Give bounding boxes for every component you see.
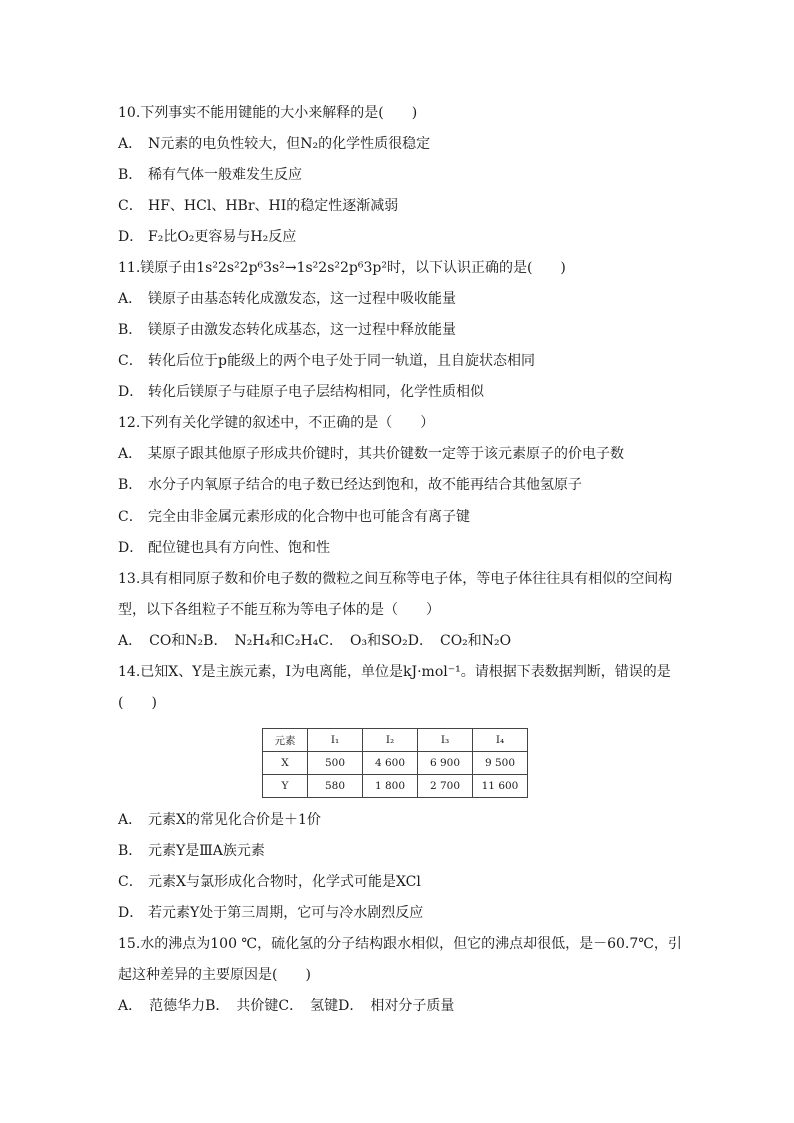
option-text: 转化后镁原子与硅原子电子层结构相同，化学性质相似 [148, 384, 484, 400]
question-14-option-d [118, 903, 423, 923]
table-cell: 9 500 [473, 752, 528, 775]
option-label: B． [118, 167, 143, 183]
question-11-option-c [118, 351, 535, 371]
option-text: F₂比O₂更容易与H₂反应 [148, 229, 297, 245]
table-row [263, 752, 528, 775]
table-cell: 500 [308, 752, 363, 775]
question-11-option-b [118, 320, 456, 340]
question-12-option-d [118, 538, 330, 558]
question-15-stem-line-2: 起这种差异的主要原因是( ) [118, 967, 311, 983]
question-14-option-b [118, 841, 265, 861]
question-10-option-c [118, 196, 398, 216]
option-label: D． [118, 540, 144, 556]
table-cell: X [263, 752, 308, 775]
option-text: 若元素Y处于第三周期，它可与冷水剧烈反应 [148, 905, 424, 921]
table-header-cell: 元素 [263, 729, 308, 752]
question-15-stem-line-1: 15.水的沸点为100 ℃，硫化氢的分子结构跟水相似，但它的沸点却很低，是－60.7℃，引 [118, 936, 682, 952]
table-cell: Y [263, 775, 308, 798]
table-header-cell: I₄ [473, 729, 528, 752]
option-label: A． [118, 446, 143, 462]
option-text: 稀有气体一般难发生反应 [148, 167, 302, 183]
option-label: A． [118, 136, 143, 152]
option-text: HF、HCl、HBr、HI的稳定性逐渐减弱 [148, 198, 399, 214]
table-cell: 6 900 [418, 752, 473, 775]
question-13-options: A． CO和N₂B． N₂H₄和C₂H₄C． O₃和SO₂D． CO₂和N₂O [118, 633, 512, 649]
table-header-cell: I₃ [418, 729, 473, 752]
table-row [263, 775, 528, 798]
table-header-cell: I₁ [308, 729, 363, 752]
option-text: 镁原子由激发态转化成基态，这一过程中释放能量 [148, 322, 456, 338]
option-label: C． [118, 874, 143, 890]
option-label: A． [118, 812, 143, 828]
option-label: A． [118, 291, 143, 307]
table-header-cell: I₂ [363, 729, 418, 752]
table-cell: 11 600 [473, 775, 528, 798]
question-15-options: A． 范德华力B． 共价键C． 氢键D． 相对分子质量 [118, 998, 455, 1014]
table-header-row [263, 729, 528, 752]
option-label: B． [118, 843, 143, 859]
option-text: 完全由非金属元素形成的化合物中也可能含有离子键 [148, 509, 470, 525]
option-text: 镁原子由基态转化成激发态，这一过程中吸收能量 [148, 291, 456, 307]
option-text: 配位键也具有方向性、饱和性 [148, 540, 330, 556]
question-10-option-d [118, 227, 296, 247]
question-10-stem: 10.下列事实不能用键能的大小来解释的是( ) [118, 105, 418, 121]
option-label: C． [118, 353, 143, 369]
question-14-stem-line-2: ( ) [118, 695, 157, 711]
table-cell: 4 600 [363, 752, 418, 775]
question-14-stem-line-1: 14.已知X、Y是主族元素，I为电离能，单位是kJ·mol⁻¹。请根据下表数据判断，错误的是 [118, 664, 671, 680]
option-label: D． [118, 905, 144, 921]
option-label: B． [118, 322, 143, 338]
table-cell: 580 [308, 775, 363, 798]
option-text: 水分子内氧原子结合的电子数已经达到饱和，故不能再结合其他氢原子 [148, 477, 582, 493]
option-text: N元素的电负性较大，但N₂的化学性质很稳定 [148, 136, 431, 152]
option-label: D． [118, 229, 144, 245]
option-text: 转化后位于p能级上的两个电子处于同一轨道，且自旋状态相同 [148, 353, 535, 369]
table-cell: 1 800 [363, 775, 418, 798]
option-text: 元素X与氯形成化合物时，化学式可能是XCl [148, 874, 421, 890]
question-13-stem-line-2: 型，以下各组粒子不能互称为等电子体的是（ ） [118, 602, 440, 618]
question-12-option-c [118, 507, 470, 527]
question-12-stem: 12.下列有关化学键的叙述中，不正确的是（ ） [118, 415, 435, 431]
question-10-option-a [118, 134, 430, 154]
option-label: D． [118, 384, 144, 400]
question-14-option-c [118, 872, 421, 892]
question-12-option-b [118, 475, 582, 495]
question-13-stem-line-1: 13.具有相同原子数和价电子数的微粒之间互称等电子体，等电子体往往具有相似的空间构 [118, 571, 673, 587]
ionization-energy-table [262, 728, 528, 798]
option-text: 元素X的常见化合价是＋1价 [148, 812, 321, 828]
option-label: B． [118, 477, 143, 493]
option-text: 元素Y是ⅢA族元素 [148, 843, 265, 859]
question-12-option-a [118, 444, 624, 464]
question-11-stem: 11.镁原子由1s²2s²2p⁶3s²→1s²2s²2p⁶3p²时，以下认识正确的是( ) [118, 260, 566, 276]
question-14-option-a [118, 810, 321, 830]
table-cell: 2 700 [418, 775, 473, 798]
option-label: C． [118, 198, 143, 214]
option-text: 某原子跟其他原子形成共价键时，其共价键数一定等于该元素原子的价电子数 [148, 446, 624, 462]
question-11-option-d [118, 382, 484, 402]
option-label: C． [118, 509, 143, 525]
question-11-option-a [118, 289, 456, 309]
question-10-option-b [118, 165, 302, 185]
